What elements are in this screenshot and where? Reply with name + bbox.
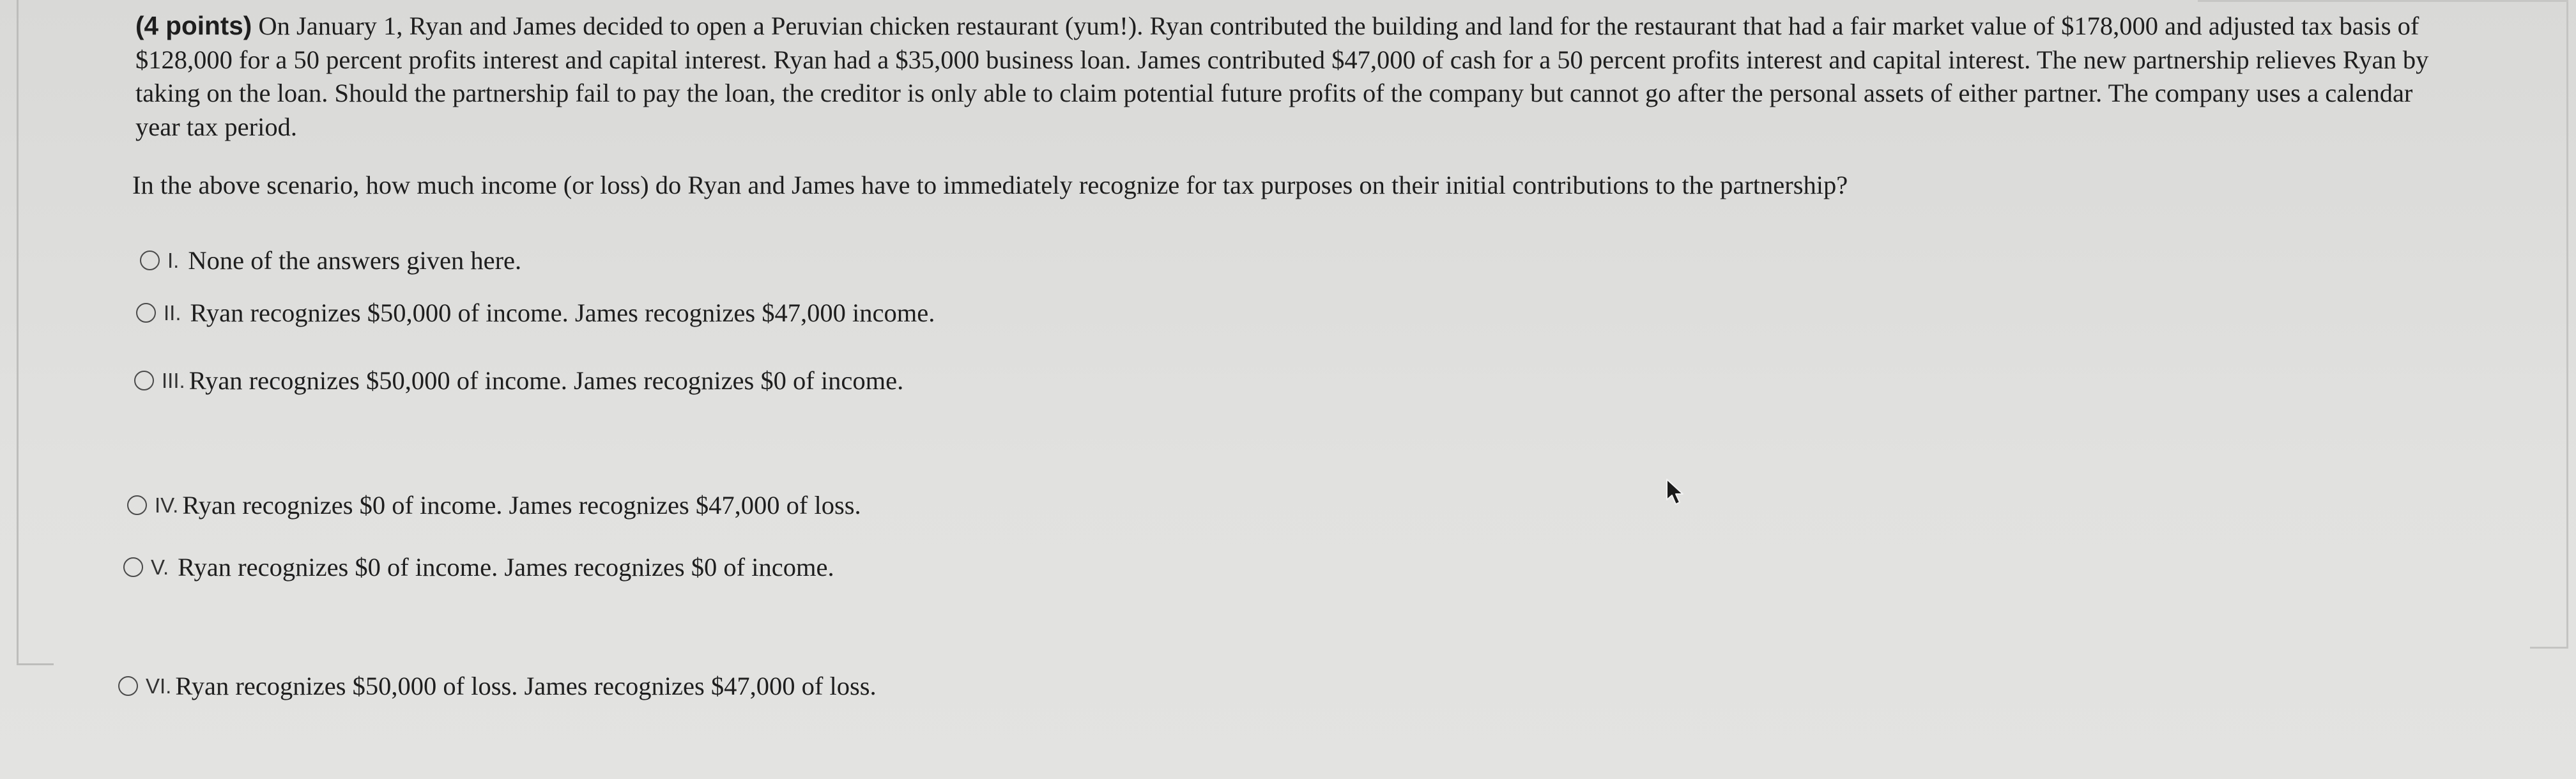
answer-option-4[interactable] [127, 490, 861, 520]
question-text [135, 9, 2461, 144]
option-numeral-6: VI. [146, 674, 172, 698]
radio-button-2[interactable] [136, 303, 156, 323]
answer-option-5[interactable] [123, 552, 834, 582]
option-label-6: Ryan recognizes $50,000 of loss. James recognizes $47,000 of loss. [175, 672, 877, 700]
radio-button-4[interactable] [127, 495, 147, 515]
answer-option-1[interactable] [140, 245, 521, 275]
radio-button-6[interactable] [118, 676, 138, 696]
option-label-3: Ryan recognizes $50,000 of income. James recognizes $0 of income. [188, 366, 904, 395]
option-numeral-3: III. [162, 368, 185, 392]
mouse-pointer-icon [1666, 478, 1687, 506]
top-border [2198, 0, 2568, 2]
left-border-foot [17, 663, 54, 665]
question-prompt: In the above scenario, how much income (or loss) do Ryan and James have to immediately recognize for tax purposes on their initial contributions to the partnership? [132, 171, 1848, 199]
option-numeral-1: I. [167, 248, 180, 272]
option-label-1: None of the answers given here. [188, 246, 522, 275]
option-label-4: Ryan recognizes $0 of income. James recognizes $47,000 of loss. [182, 491, 861, 520]
radio-button-5[interactable] [123, 557, 143, 577]
question-body: On January 1, Ryan and James decided to open a Peruvian chicken restaurant (yum!). Ryan contributed the building and land for the restaurant that had a fair market value of $178,000 and adjusted tax basis of $128,000 for a 50 percent profits interest and capital interest. Ryan had a $35,000 business loan. James contributed $47,000 of cash for a 50 percent profits interest and capital interest. The new partnership relieves Ryan by taking on the loan. Should the partnership fail to pay the loan, the creditor is only able to claim potential future profits of the company but cannot go after the personal assets of either partner. The company uses a calendar year tax period. [135, 12, 2429, 141]
option-numeral-4: IV. [155, 493, 179, 517]
radio-button-1[interactable] [140, 251, 160, 270]
question-points: (4 points) [135, 11, 252, 40]
option-numeral-5: V. [151, 555, 169, 579]
option-label-2: Ryan recognizes $50,000 of income. James recognizes $47,000 income. [190, 298, 935, 327]
answer-option-2[interactable] [136, 298, 935, 328]
right-border [2566, 0, 2568, 649]
right-border-foot [2530, 647, 2568, 649]
answer-option-3[interactable] [134, 366, 903, 396]
radio-button-3[interactable] [134, 371, 154, 390]
option-label-5: Ryan recognizes $0 of income. James recognizes $0 of income. [178, 553, 834, 582]
answer-option-6[interactable] [118, 671, 877, 701]
option-numeral-2: II. [164, 300, 181, 325]
left-border [17, 0, 19, 665]
